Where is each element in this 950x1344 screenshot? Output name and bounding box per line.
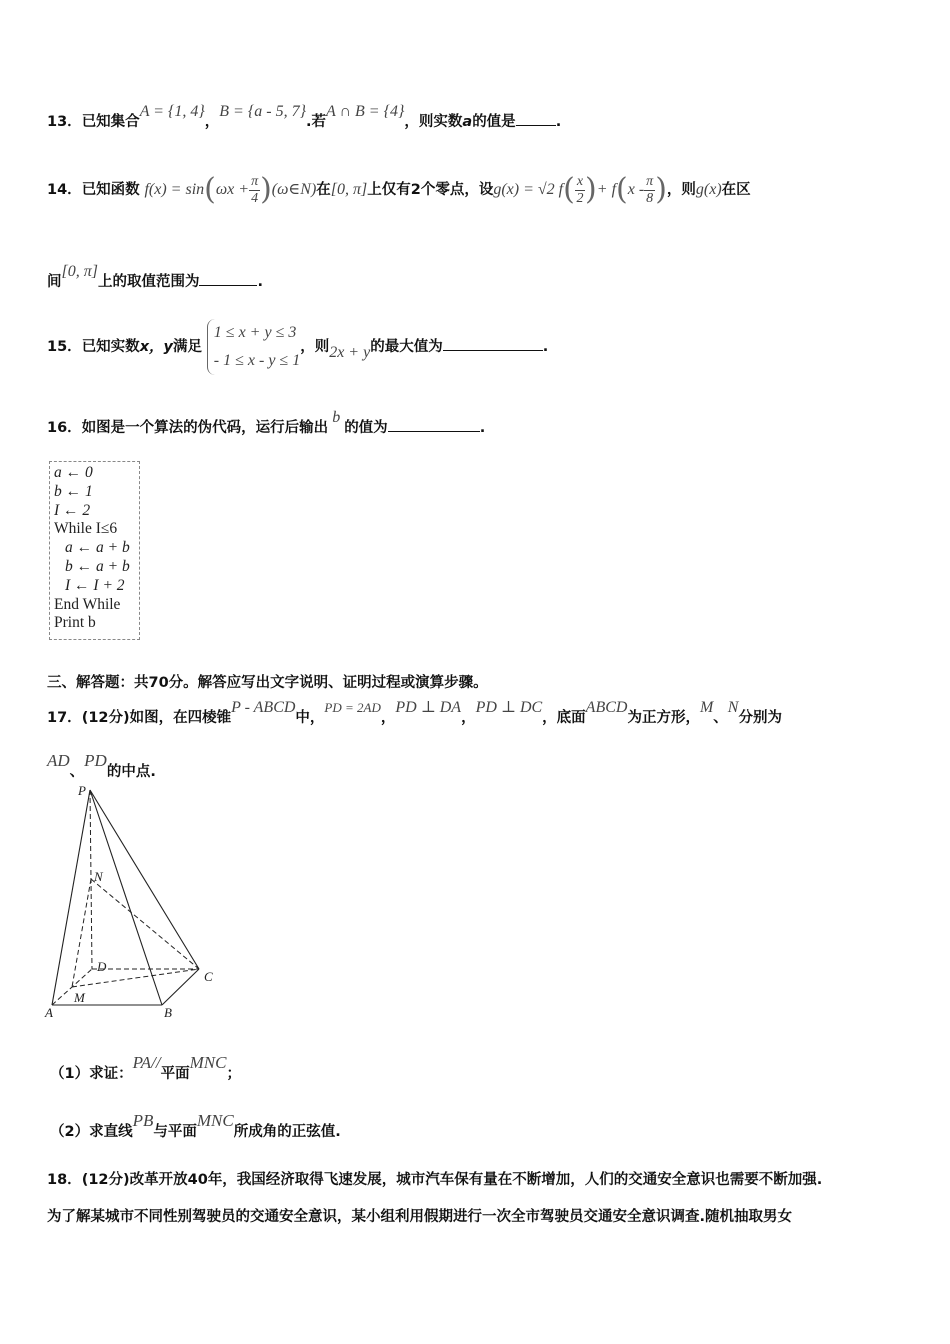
q13-end: . xyxy=(555,114,562,130)
q17-base-text: ，底面 xyxy=(542,710,586,726)
q17-text: 如图，在四棱锥 xyxy=(129,710,232,726)
code-line-8: End While xyxy=(54,595,121,613)
q17-sep: 、 xyxy=(713,710,728,726)
q14-end: . xyxy=(257,274,263,290)
q17-subquestion-1 xyxy=(50,1053,241,1085)
q13-comma: ， xyxy=(204,114,220,130)
q15-text: 已知实数 xyxy=(81,339,140,355)
q16-number: 16． xyxy=(47,420,82,436)
question-17: 17．(12分)如图，在四棱锥P - ABCD中，PD = 2AD，PD ⊥ DA，PD ⊥ DC，底面ABCD为正方形，M、N分别为 xyxy=(47,699,782,726)
q17-sep-2: 、 xyxy=(69,764,85,780)
q15-answer-blank[interactable] xyxy=(443,336,543,351)
q16-answer-blank[interactable] xyxy=(388,417,480,432)
q17-pyramid: P - ABCD xyxy=(231,699,296,716)
q15-then: ，则 xyxy=(300,339,330,355)
code-line-5: a ← a + b xyxy=(65,539,130,557)
q17-sub2-pb: PB xyxy=(132,1111,154,1130)
q17-sub1-end: ； xyxy=(226,1066,241,1082)
code-line-3: I ← 2 xyxy=(54,501,91,519)
q17-score: (12分) xyxy=(81,710,130,726)
q14-x-minus: x - xyxy=(627,181,645,198)
question-14-cont xyxy=(47,263,263,293)
question-13 xyxy=(47,103,562,133)
q15-system xyxy=(207,319,300,375)
q17-sub2-mnc: MNC xyxy=(196,1111,234,1130)
q17-base: ABCD xyxy=(585,699,628,716)
q15-expr: 2x + y xyxy=(329,344,371,361)
q16-value: 的值为 xyxy=(344,420,388,436)
q17-sub2-plane: 与平面 xyxy=(153,1124,197,1140)
section-3-heading: 三、解答题：共70分。解答应写出文字说明、证明过程或演算步骤。 xyxy=(47,675,488,691)
code-line-1: a ← 0 xyxy=(54,464,93,481)
q13-intersection: A ∩ B = {4} xyxy=(325,103,405,120)
q14-in-region: 在区 xyxy=(721,182,751,198)
q15-ineq-2: - 1 ≤ x - y ≤ 1 xyxy=(213,352,301,369)
q13-value-is: 的值是 xyxy=(472,114,516,130)
pseudocode-box xyxy=(49,461,140,640)
q14-cond: (ω∈N) xyxy=(271,181,317,198)
q17-sub1-plane: 平面 xyxy=(160,1066,190,1082)
q17-sub1-mnc: MNC xyxy=(189,1053,227,1072)
question-15 xyxy=(47,318,548,375)
q17-m: M xyxy=(699,699,714,716)
q17-sub1-label: （1）求证： xyxy=(50,1066,133,1082)
q17-n: N xyxy=(727,699,739,716)
code-line-9: Print b xyxy=(54,614,96,632)
q17-cond-3: PD ⊥ DC xyxy=(475,699,543,716)
q16-text: 如图是一个算法的伪代码，运行后输出 xyxy=(81,420,329,436)
q14-pi: π xyxy=(251,173,259,189)
edge-pa xyxy=(52,790,90,1005)
q17-cond-1: PD = 2AD xyxy=(324,700,381,715)
question-14: 14．已知函数 f(x) = sin(ωx + $\frac{\pi}{4}$ )(ω∈N)在[0, π]上仅有2个零点，设g(x) = √2 f( $\frac{x}{2}$ )+ f(x - $\frac{\pi}{8}$ )，则g(x)在区 xyxy=(47,172,751,207)
q18-text-1: 改革开放 xyxy=(129,1172,188,1188)
q14-count: 2 xyxy=(410,182,421,198)
question-17-cont xyxy=(47,751,156,783)
edge-pc xyxy=(90,790,199,969)
q18-number: 18． xyxy=(47,1172,82,1188)
q17-square: 为正方形， xyxy=(627,710,700,726)
label-n: N xyxy=(94,869,103,884)
q17-pd: PD xyxy=(84,751,107,770)
q14-func-mid: ωx + xyxy=(215,181,250,198)
question-16 xyxy=(47,409,486,439)
q17-respectively: 分别为 xyxy=(738,710,782,726)
q14-only: 上仅有 xyxy=(367,182,411,198)
code-line-7: I ← I + 2 xyxy=(65,576,125,594)
q13-answer-blank[interactable] xyxy=(516,111,556,126)
q14-four: 4 xyxy=(251,190,259,206)
code-line-6: b ← a + b xyxy=(65,557,130,575)
question-18-line-2: 为了解某城市不同性别驾驶员的交通安全意识，某小组利用假期进行一次全市驾驶员交通安全意识调查.随机抽取男女 xyxy=(47,1209,793,1225)
q14-func-left: f(x) = sin xyxy=(144,181,205,198)
q14-g-left: g(x) = √2 f xyxy=(493,181,564,198)
q14-interval-2: [0, π] xyxy=(61,263,98,280)
q15-number: 15． xyxy=(47,339,82,355)
label-m: M xyxy=(74,990,85,1005)
q15-end: . xyxy=(542,339,549,355)
edge-bc xyxy=(162,969,199,1005)
q14-number: 14． xyxy=(47,182,82,198)
segment-nm xyxy=(72,879,91,987)
label-p: P xyxy=(78,783,86,798)
q15-max: 的最大值为 xyxy=(370,339,443,355)
q17-sub2-end: 所成角的正弦值. xyxy=(233,1124,341,1140)
q13-set-a: A = {1, 4} xyxy=(139,103,205,120)
q16-end: . xyxy=(479,420,486,436)
q17-subquestion-2 xyxy=(50,1111,341,1143)
code-line-4: While I≤6 xyxy=(54,520,118,538)
q17-sub1-pa: PA// xyxy=(132,1053,161,1072)
q13-var: a xyxy=(462,114,473,130)
q14-interval: [0, π] xyxy=(330,181,368,198)
q14-gx: g(x) xyxy=(695,181,722,198)
q14-x: x xyxy=(576,173,584,189)
label-d: D xyxy=(97,959,107,974)
segment-mc xyxy=(72,969,199,987)
q14-interval-word: 间 xyxy=(47,274,62,290)
q13-if: .若 xyxy=(305,114,326,130)
q13-number: 13． xyxy=(47,114,82,130)
label-c: C xyxy=(204,969,213,984)
q17-ad: AD xyxy=(47,751,70,770)
q15-satisfy: 满足 xyxy=(173,339,202,355)
q13-text: 已知集合 xyxy=(81,114,140,130)
q14-range: 上的取值范围为 xyxy=(97,274,200,290)
q14-plus-f: + f xyxy=(596,181,617,198)
q14-zeros: 个零点，设 xyxy=(420,182,494,198)
q18-text-2: 年，我国经济取得飞速发展，城市汽车保有量在不断增加，人们的交通安全意识也需要不断加强. xyxy=(207,1172,823,1188)
q17-number: 17． xyxy=(47,710,82,726)
q14-answer-blank[interactable] xyxy=(199,271,257,286)
q14-at: 在 xyxy=(316,182,331,198)
q17-cond-2: PD ⊥ DA xyxy=(395,699,462,716)
q13-then: ，则实数 xyxy=(404,114,463,130)
q14-text: 已知函数 xyxy=(81,182,140,198)
pyramid-figure xyxy=(44,783,224,1023)
q16-var: b xyxy=(332,409,341,426)
code-line-2: b ← 1 xyxy=(54,482,93,500)
label-a: A xyxy=(45,1005,53,1020)
q14-two: 2 xyxy=(576,190,584,206)
q13-set-b: B = {a - 5, 7} xyxy=(219,103,306,120)
question-18 xyxy=(47,1168,822,1191)
q14-then: ，则 xyxy=(666,182,696,198)
q15-ineq-1: 1 ≤ x + y ≤ 3 xyxy=(213,324,297,341)
q14-eight: 8 xyxy=(646,190,654,206)
label-b: B xyxy=(164,1005,172,1020)
q14-pi-2: π xyxy=(646,173,654,189)
q17-midpoints: 的中点. xyxy=(106,764,156,780)
q15-xy: x，y xyxy=(139,339,173,355)
q18-years: 40 xyxy=(187,1172,208,1188)
q18-score: (12分) xyxy=(81,1172,130,1188)
q17-sub2-label: （2）求直线 xyxy=(50,1124,133,1140)
q17-in: 中， xyxy=(295,710,325,726)
